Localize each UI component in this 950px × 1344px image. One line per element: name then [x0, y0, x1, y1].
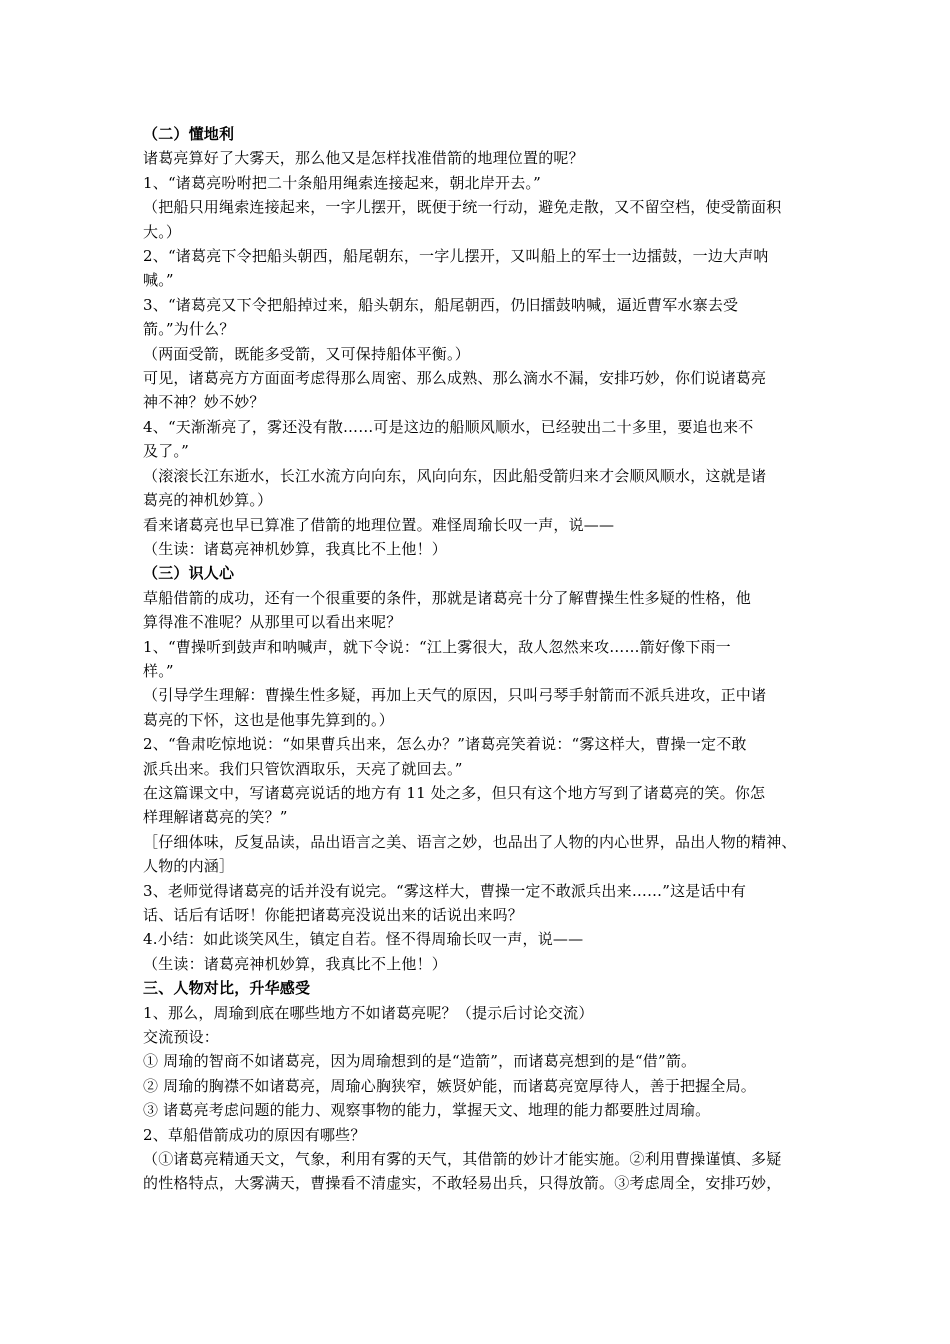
text-line: 1、“诸葛亮吩咐把二十条船用绳索连接起来，朝北岸开去。”	[143, 173, 541, 192]
text-line: 派兵出来。我们只管饮酒取乐，天亮了就回去。”	[143, 759, 463, 778]
text-line: 草船借箭的成功，还有一个很重要的条件，那就是诸葛亮十分了解曹操生性多疑的性格，他	[143, 588, 752, 607]
text-line: 大。）	[143, 222, 182, 241]
text-line: （两面受箭，既能多受箭，又可保持船体平衡。）	[143, 344, 470, 363]
text-line: 4.小结：如此谈笑风生，镇定自若。怪不得周瑜长叹一声，说——	[143, 930, 584, 949]
text-line: 1、“曹操听到鼓声和呐喊声，就下令说：“江上雾很大，敌人忽然来攻……箭好像下雨一	[143, 637, 731, 656]
text-line: 在这篇课文中，写诸葛亮说话的地方有 11 处之多，但只有这个地方写到了诸葛亮的笑。你怎	[143, 783, 766, 802]
text-line: 可见，诸葛亮方方面面考虑得那么周密、那么成熟、那么滴水不漏，安排巧妙，你们说诸葛亮	[143, 369, 767, 388]
text-line: 神不神？妙不妙？	[143, 393, 265, 412]
text-line: 箭。”为什么？	[143, 320, 235, 339]
text-line: （生读：诸葛亮神机妙算，我真比不上他！）	[143, 954, 448, 973]
text-line: 4、“天渐渐亮了，雾还没有散……可是这边的船顺风顺水，已经驶出二十多里，要追也来不	[143, 417, 754, 436]
text-line: ② 周瑜的胸襟不如诸葛亮，周瑜心胸狭窄，嫉贤妒能，而诸葛亮宽厚待人，善于把握全局。	[143, 1076, 756, 1095]
text-line: 2、“鲁肃吃惊地说：“如果曹兵出来，怎么办？”诸葛亮笑着说：“雾这样大，曹操一定不敢	[143, 735, 747, 754]
text-line: 样。”	[143, 661, 174, 680]
text-line: 看来诸葛亮也早已算准了借箭的地理位置。难怪周瑜长叹一声，说——	[143, 515, 615, 534]
text-line: 诸葛亮算好了大雾天，那么他又是怎样找准借箭的地理位置的呢？	[143, 149, 584, 168]
text-line: 葛亮的下怀，这也是他事先算到的。）	[143, 710, 394, 729]
text-line: 人物的内涵］	[143, 857, 235, 876]
text-line: 及了。”	[143, 442, 189, 461]
text-line: （①诸葛亮精通天文，气象，利用有雾的天气，其借箭的妙计才能实施。②利用曹操谨慎、多疑	[143, 1150, 782, 1169]
text-line: ③ 诸葛亮考虑问题的能力、观察事物的能力，掌握天文、地理的能力都要胜过周瑜。	[143, 1101, 711, 1120]
text-line: 的性格特点，大雾满天，曹操看不清虚实，不敢轻易出兵，只得放箭。③考虑周全，安排巧妙，	[143, 1174, 782, 1193]
text-line: 1、那么，周瑜到底在哪些地方不如诸葛亮呢？（提示后讨论交流）	[143, 1003, 594, 1022]
text-line: 话、话后有话呀！你能把诸葛亮没说出来的话说出来吗？	[143, 906, 524, 924]
text-line: ① 周瑜的智商不如诸葛亮，因为周瑜想到的是“造箭”，而诸葛亮想到的是“借”箭。	[143, 1052, 697, 1071]
text-line: 2、草船借箭成功的原因有哪些？	[143, 1125, 366, 1144]
document-body	[143, 122, 813, 1196]
text-line: 2、“诸葛亮下令把船头朝西，船尾朝东，一字儿摆开，又叫船上的军士一边擂鼓，一边大声呐	[143, 247, 769, 266]
text-line: （生读：诸葛亮神机妙算，我真比不上他！）	[143, 539, 448, 558]
text-line: 算得准不准呢？从那里可以看出来呢？	[143, 613, 402, 632]
text-line: （引导学生理解：曹操生性多疑，再加上天气的原因，只叫弓琴手射箭而不派兵进攻，正中诸	[143, 686, 767, 705]
section-heading: 三、人物对比，升华感受	[143, 979, 311, 998]
text-line: （滚滚长江东逝水，长江水流方向向东，风向向东，因此船受箭归来才会顺风顺水，这就是诸	[143, 466, 767, 485]
text-line: （把船只用绳索连接起来，一字儿摆开，既便于统一行动，避免走散，又不留空档，使受箭面积	[143, 198, 782, 217]
text-line: 交流预设：	[143, 1028, 220, 1047]
text-line: 3、“诸葛亮又下令把船掉过来，船头朝东，船尾朝西，仍旧擂鼓呐喊，逼近曹军水寨去受	[143, 295, 739, 314]
text-line: 样理解诸葛亮的笑？”	[143, 808, 288, 827]
text-line: ［仔细体味，反复品读，品出语言之美、语言之妙，也品出了人物的内心世界，品出人物的精神、	[143, 832, 797, 851]
section-heading: （二）懂地利	[143, 125, 235, 143]
text-line: 喊。”	[143, 271, 174, 290]
text-line: 3、老师觉得诸葛亮的话并没有说完。“雾这样大，曹操一定不敢派兵出来……”这是话中有	[143, 881, 747, 900]
text-line: 葛亮的神机妙算。）	[143, 491, 273, 510]
section-heading: （三）识人心	[143, 564, 235, 583]
